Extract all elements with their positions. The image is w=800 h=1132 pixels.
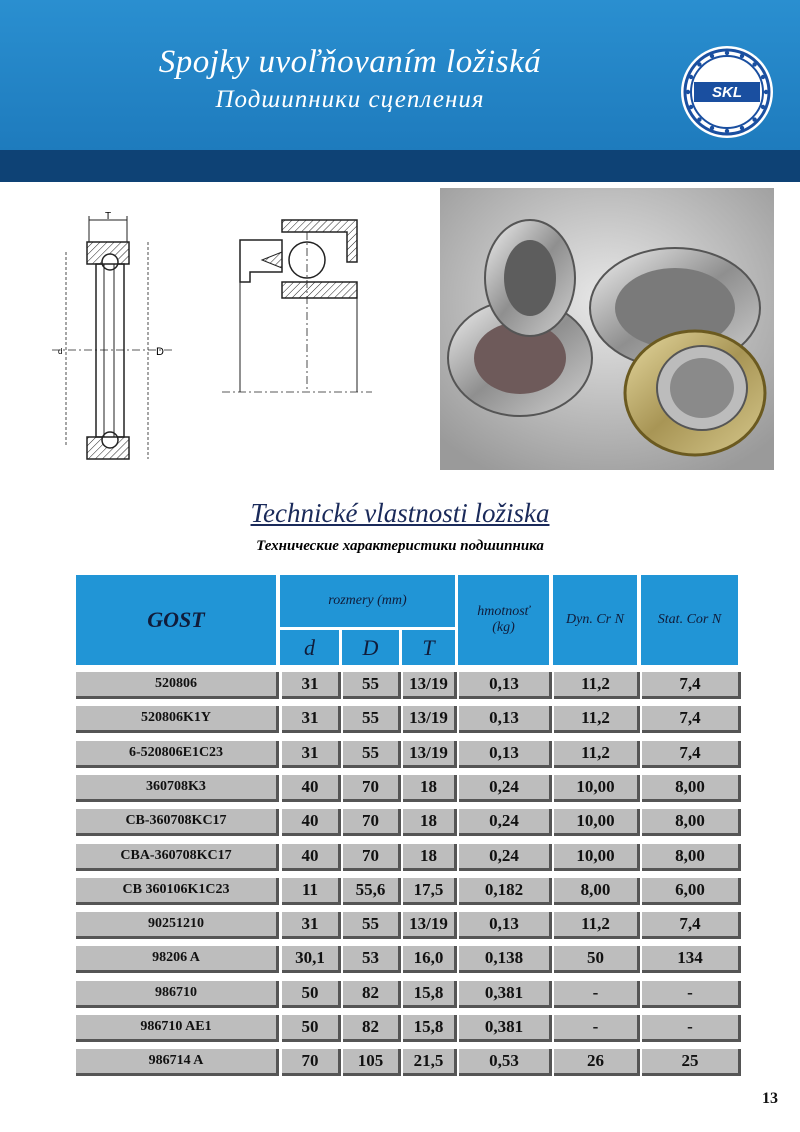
cell-weight: 0,13: [459, 672, 552, 699]
cell-dyn: 11,2: [554, 912, 640, 939]
page-number: 13: [762, 1090, 778, 1107]
header-stat: Stat. Cor N: [641, 575, 738, 665]
table-row: [0, 878, 800, 905]
cell-d: 30,1: [282, 946, 341, 973]
table-row: [0, 809, 800, 836]
cell-D: 55: [343, 912, 401, 939]
cell-gost: 986714 A: [76, 1049, 279, 1076]
cell-d: 70: [282, 1049, 341, 1076]
section-title: Technické vlastnosti ložiska: [250, 498, 550, 528]
cell-gost: 90251210: [76, 912, 279, 939]
table-row: [0, 844, 800, 871]
cell-weight: 0,13: [459, 741, 552, 768]
cell-d: 40: [282, 809, 341, 836]
cell-weight: 0,24: [459, 809, 552, 836]
cell-stat: 7,4: [642, 672, 741, 699]
cell-stat: 8,00: [642, 809, 741, 836]
cell-dyn: 8,00: [554, 878, 640, 905]
cell-T: 13/19: [403, 672, 457, 699]
cell-D: 70: [343, 844, 401, 871]
cell-weight: 0,13: [459, 912, 552, 939]
cell-gost: CBA-360708KC17: [76, 844, 279, 871]
cell-stat: 7,4: [642, 741, 741, 768]
header-dyn: Dyn. Cr N: [553, 575, 637, 665]
cell-T: 21,5: [403, 1049, 457, 1076]
cell-D: 70: [343, 809, 401, 836]
page-title-slovak: Spojky uvoľňovaním ložiská: [158, 44, 542, 80]
table-row: [0, 981, 800, 1008]
cell-stat: 7,4: [642, 706, 741, 733]
cell-T: 13/19: [403, 912, 457, 939]
cell-stat: -: [642, 1015, 741, 1042]
cell-T: 18: [403, 775, 457, 802]
cell-d: 50: [282, 981, 341, 1008]
cell-D: 55: [343, 706, 401, 733]
cell-gost: 520806K1Y: [76, 706, 279, 733]
cell-d: 40: [282, 844, 341, 871]
cell-D: 53: [343, 946, 401, 973]
header-T: T: [402, 630, 455, 665]
cell-D: 55: [343, 741, 401, 768]
cell-gost: 360708K3: [76, 775, 279, 802]
cell-T: 15,8: [403, 981, 457, 1008]
cell-D: 55: [343, 672, 401, 699]
cell-D: 105: [343, 1049, 401, 1076]
section-subtitle: Технические характеристики подшипника: [256, 538, 544, 554]
bearing-section-drawing: [52, 212, 172, 477]
cell-gost: 986710: [76, 981, 279, 1008]
cell-gost: 98206 A: [76, 946, 279, 973]
cell-stat: 25: [642, 1049, 741, 1076]
cell-dyn: -: [554, 1015, 640, 1042]
cell-dyn: 11,2: [554, 706, 640, 733]
header-stripe: [0, 150, 800, 182]
table-row: [0, 741, 800, 768]
header-dimensions: rozmery (mm): [280, 575, 455, 627]
cell-dyn: 26: [554, 1049, 640, 1076]
cell-stat: 8,00: [642, 844, 741, 871]
cell-T: 16,0: [403, 946, 457, 973]
header-d: d: [280, 630, 339, 665]
cell-d: 40: [282, 775, 341, 802]
cell-D: 82: [343, 1015, 401, 1042]
table-row: [0, 1015, 800, 1042]
cell-d: 31: [282, 741, 341, 768]
cell-weight: 0,13: [459, 706, 552, 733]
cell-d: 31: [282, 912, 341, 939]
cell-d: 31: [282, 706, 341, 733]
logo-text: SKL: [712, 84, 742, 101]
cell-dyn: 11,2: [554, 672, 640, 699]
cell-dyn: 10,00: [554, 844, 640, 871]
table-row: [0, 672, 800, 699]
cell-stat: 8,00: [642, 775, 741, 802]
bearing-cross-section-drawing: [222, 212, 372, 402]
cell-d: 50: [282, 1015, 341, 1042]
table-row: [0, 946, 800, 973]
cell-T: 15,8: [403, 1015, 457, 1042]
cell-stat: -: [642, 981, 741, 1008]
cell-gost: 986710 AE1: [76, 1015, 279, 1042]
cell-stat: 6,00: [642, 878, 741, 905]
cell-weight: 0,24: [459, 844, 552, 871]
cell-dyn: 11,2: [554, 741, 640, 768]
table-row: [0, 912, 800, 939]
cell-weight: 0,381: [459, 1015, 552, 1042]
cell-dyn: 50: [554, 946, 640, 973]
skl-logo: [680, 45, 774, 139]
cell-D: 70: [343, 775, 401, 802]
cell-T: 13/19: [403, 741, 457, 768]
dimension-t-label: T: [104, 212, 112, 222]
cell-weight: 0,24: [459, 775, 552, 802]
cell-dyn: 10,00: [554, 775, 640, 802]
cell-T: 17,5: [403, 878, 457, 905]
dimension-D-label: D: [156, 346, 164, 358]
cell-dyn: -: [554, 981, 640, 1008]
cell-gost: CB-360708KC17: [76, 809, 279, 836]
cell-d: 11: [282, 878, 341, 905]
cell-T: 13/19: [403, 706, 457, 733]
table-row: [0, 1049, 800, 1076]
cell-weight: 0,53: [459, 1049, 552, 1076]
cell-T: 18: [403, 809, 457, 836]
cell-dyn: 10,00: [554, 809, 640, 836]
cell-D: 55,6: [343, 878, 401, 905]
cell-gost: 6-520806E1C23: [76, 741, 279, 768]
cell-d: 31: [282, 672, 341, 699]
cell-weight: 0,138: [459, 946, 552, 973]
bearings-photo: [440, 188, 774, 470]
page-title-russian: Подшипники сцепления: [215, 86, 485, 113]
header-weight: hmotnosť (kg): [458, 575, 549, 665]
cell-stat: 7,4: [642, 912, 741, 939]
table-row: [0, 706, 800, 733]
cell-gost: CB 360106K1C23: [76, 878, 279, 905]
dimension-d-label: d: [58, 347, 63, 356]
cell-weight: 0,182: [459, 878, 552, 905]
cell-gost: 520806: [76, 672, 279, 699]
cell-weight: 0,381: [459, 981, 552, 1008]
cell-T: 18: [403, 844, 457, 871]
header-gost: GOST: [76, 575, 276, 665]
header-D: D: [342, 630, 399, 665]
table-row: [0, 775, 800, 802]
cell-D: 82: [343, 981, 401, 1008]
cell-stat: 134: [642, 946, 741, 973]
